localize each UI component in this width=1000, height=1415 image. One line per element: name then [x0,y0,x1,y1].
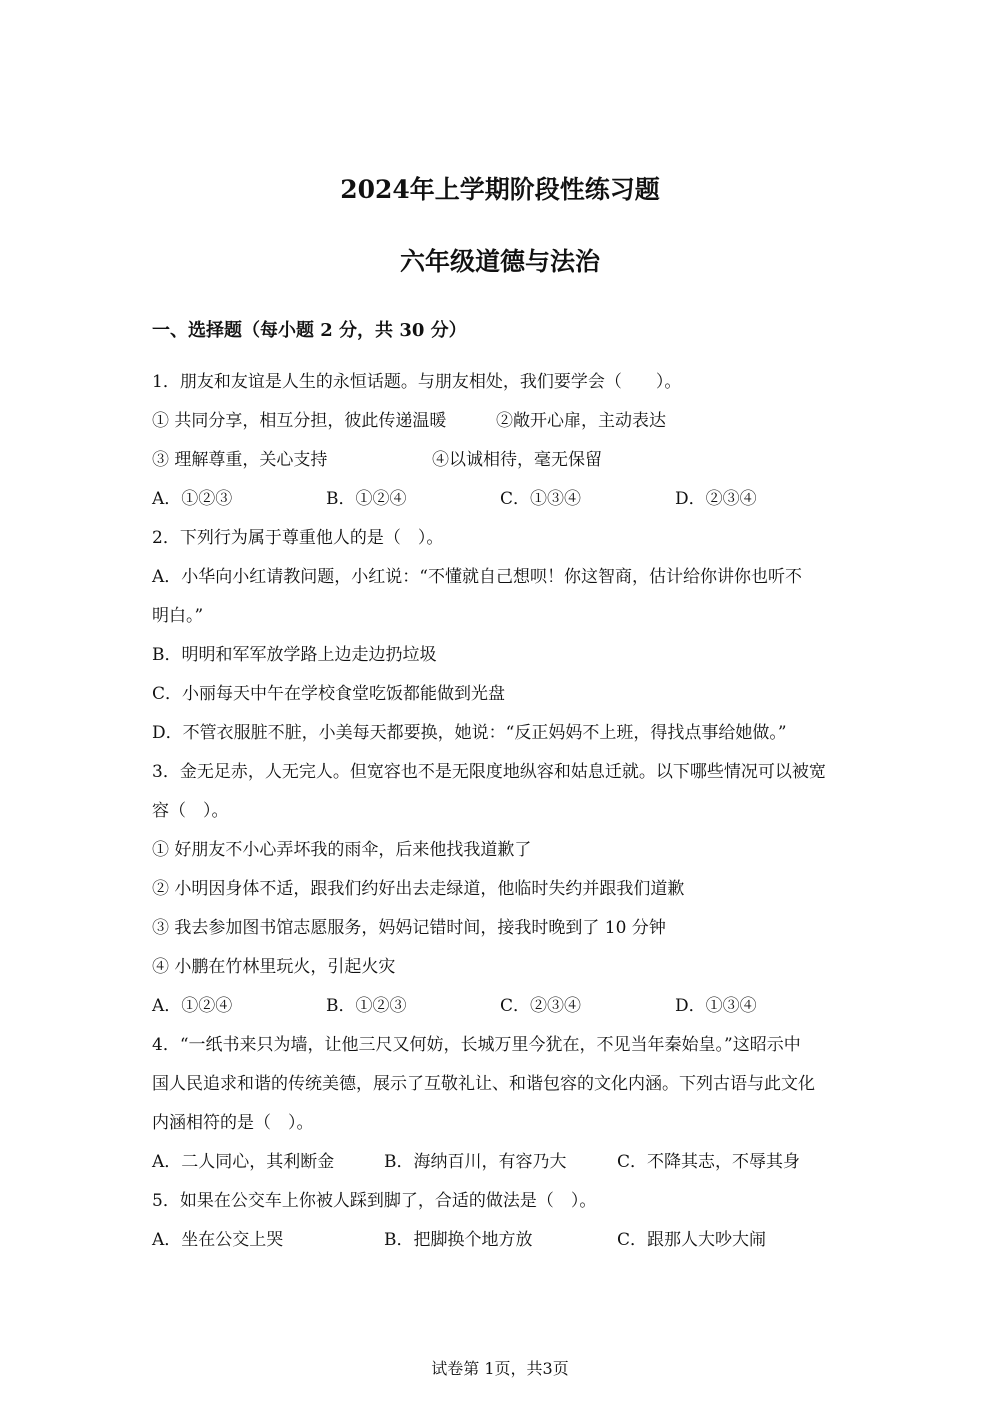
question-4-option-b: B．海纳百川，有容乃大 [384,1152,567,1172]
question-1-option-a: A．①②③ [152,489,233,509]
question-5-option-b: B．把脚换个地方放 [384,1230,533,1250]
question-4-option-c: C．不降其志，不辱其身 [617,1152,801,1172]
question-1-item-2: ②敞开心扉，主动表达 [496,411,666,431]
question-2-option-b: B．明明和军军放学路上边走边扔垃圾 [152,645,437,665]
question-1-item-1: ① 共同分享，相互分担，彼此传递温暖 [152,411,447,431]
question-2-option-a-line-1: A．小华向小红请教问题，小红说：“不懂就自己想呗！你这智商，估计给你讲你也听不 [152,567,802,587]
question-3-option-a: A．①②④ [152,996,233,1016]
question-3-stem-line-2: 容（ ）。 [152,801,229,821]
question-3-option-b: B．①②③ [326,996,407,1016]
question-5-option-a: A．坐在公交上哭 [152,1230,284,1250]
question-4-stem-line-3: 内涵相符的是（ ）。 [152,1113,314,1133]
question-4-stem-line-2: 国人民追求和谐的传统美德，展示了互敬礼让、和谐包容的文化内涵。下列古语与此文化 [152,1074,815,1094]
question-2-option-c: C．小丽每天中午在学校食堂吃饭都能做到光盘 [152,684,506,704]
question-1-item-3: ③ 理解尊重，关心支持 [152,450,328,470]
question-3-item-3: ③ 我去参加图书馆志愿服务，妈妈记错时间，接我时晚到了 10 分钟 [152,918,666,938]
section-heading: 一、选择题（每小题 2 分，共 30 分） [152,320,467,341]
question-1-item-4: ④以诚相待，毫无保留 [432,450,602,470]
exam-title: 2024年上学期阶段性练习题 [340,175,660,204]
page-footer: 试卷第 1页，共3页 [431,1359,569,1378]
question-1-option-c: C．①③④ [500,489,582,509]
question-2-stem: 2．下列行为属于尊重他人的是（ ）。 [152,528,444,548]
question-5-option-c: C．跟那人大吵大闹 [617,1230,767,1250]
question-1-stem: 1．朋友和友谊是人生的永恒话题。与朋友相处，我们要学会（ ）。 [152,372,682,392]
question-3-item-2: ② 小明因身体不适，跟我们约好出去走绿道，他临时失约并跟我们道歉 [152,879,685,899]
question-3-option-d: D．①③④ [675,996,757,1016]
question-3-item-4: ④ 小鹏在竹林里玩火，引起火灾 [152,957,396,977]
question-2-option-a-line-2: 明白。” [152,606,204,626]
question-3-item-1: ① 好朋友不小心弄坏我的雨伞，后来他找我道歉了 [152,840,532,860]
question-5-stem: 5．如果在公交车上你被人踩到脚了，合适的做法是（ ）。 [152,1191,597,1211]
question-3-option-c: C．②③④ [500,996,582,1016]
question-4-option-a: A．二人同心，其利断金 [152,1152,335,1172]
question-4-stem-line-1: 4．“一纸书来只为墙，让他三尺又何妨，长城万里今犹在，不见当年秦始皇。”这昭示中 [152,1035,801,1055]
question-3-stem-line-1: 3．金无足赤，人无完人。但宽容也不是无限度地纵容和姑息迁就。以下哪些情况可以被宽 [152,762,826,782]
exam-subtitle: 六年级道德与法治 [399,247,600,276]
question-1-option-d: D．②③④ [675,489,757,509]
question-2-option-d: D．不管衣服脏不脏，小美每天都要换，她说：“反正妈妈不上班，得找点事给她做。” [152,723,787,743]
question-1-option-b: B．①②④ [326,489,407,509]
